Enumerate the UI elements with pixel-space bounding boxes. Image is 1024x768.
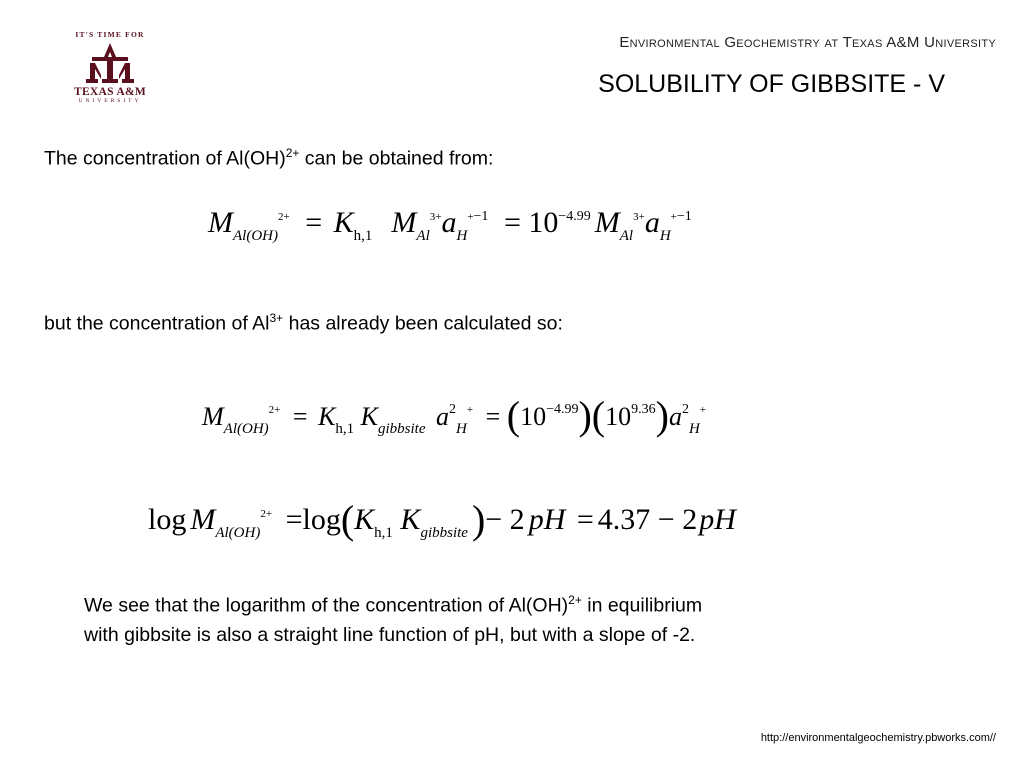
conclusion-text <box>84 591 702 650</box>
atm-logo-icon <box>84 41 136 85</box>
equation-1: $M_{Al(OH)}^{2+} = K_{h,1}$ $M_{Al}^{3+}a_H^{+-1} = 10^{-4.99}$ $M_{Al}^{3+}a_H^{+-1}$ <box>208 206 692 244</box>
slide-title: SOLUBILITY OF GIBBSITE - V <box>598 70 945 98</box>
footer-url[interactable]: http://environmentalgeochemistry.pbworks.com// <box>760 732 996 744</box>
equation-3: $\log M_{Al(OH)}^{2+} =\log(K_{h,1}$ $K_{gibbsite}$ )− 2 pH = 4.37 − 2pH <box>148 497 736 542</box>
institution-header: Environmental Geochemistry at Texas A&M University <box>619 34 996 51</box>
logo-tagline: IT'S TIME FOR <box>75 30 145 39</box>
intro-text: The concentration of Al(OH)$^{2+}$ can be obtained from: <box>44 146 494 170</box>
logo-name: TEXAS A&M <box>73 86 147 98</box>
logo-university: UNIVERSITY <box>78 98 142 104</box>
equation-2: $M_{Al(OH)}^{2+} = K_{h,1}$ $K_{gibbsite}$ $a^2_H^+ = (10^{-4.99})(10^{9.36})a^2_H^+$ <box>202 393 706 438</box>
conclusion-line-1: We see that the logarithm of the concentration of Al(OH)$^{2+}$ in equilibrium <box>84 593 703 617</box>
conclusion-line-2: with gibbsite is also a straight line function of pH, but with a slope of -2. <box>84 623 696 646</box>
university-logo <box>62 30 158 118</box>
second-text: but the concentration of $Al^{3+}$ has already been calculated so: <box>44 311 563 335</box>
